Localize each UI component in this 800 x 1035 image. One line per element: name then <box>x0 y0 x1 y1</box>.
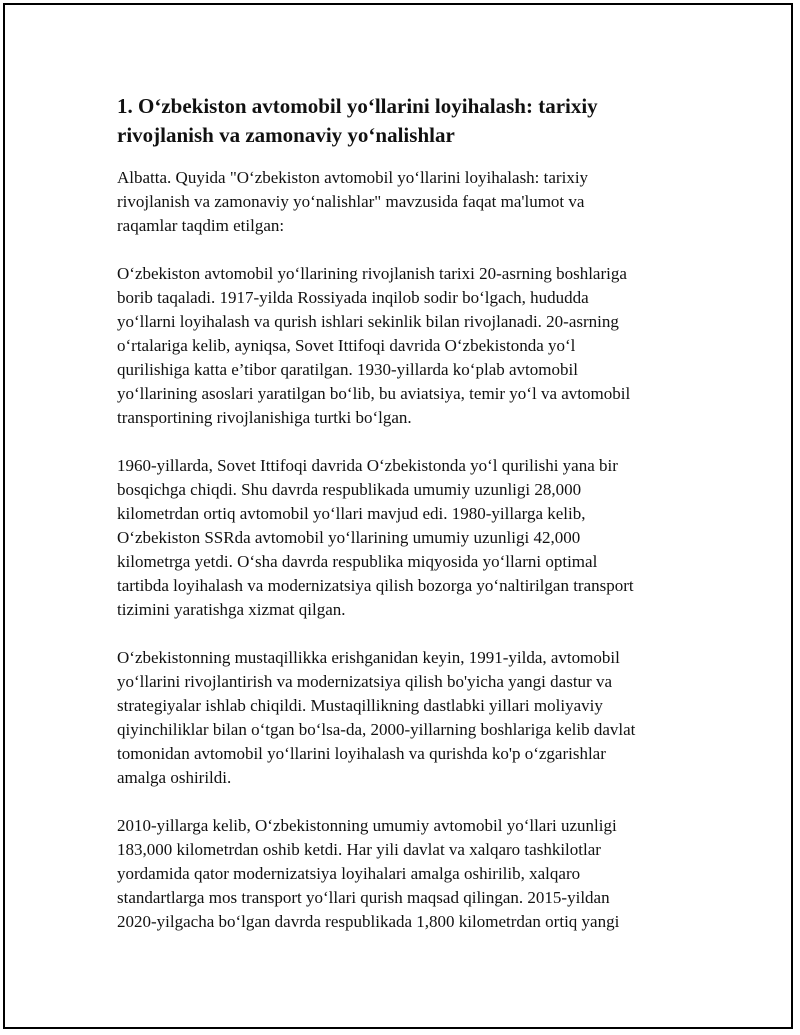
document-body <box>117 92 687 958</box>
paragraph-soviet-era: 1960-yillarda, Sovet Ittifoqi davrida O‘zbekistonda yo‘l qurilishi yana bir bosqichga chiqdi. Shu davrda respublikada umumiy uzunligi 28,000 kilometrdan ortiq avtomobil yo‘llari mavjud edi. 1980-yillarga kelib, O‘zbekiston SSRda avtomobil yo‘llarining umumiy uzunligi 42,000 kilometrga yetdi. O‘sha davrda respublika miqyosida yo‘llarni optimal tartibda loyihalash va modernizatsiya qilish bozorga yo‘naltirilgan transport tizimini yaratishga xizmat qilgan. <box>117 456 634 619</box>
paragraph-modern: 2010-yillarga kelib, O‘zbekistonning umumiy avtomobil yo‘llari uzunligi 183,000 kilometrdan oshib ketdi. Har yili davlat va xalqaro tashkilotlar yordamida qator modernizatsiya loyihalari amalga oshirilib, xalqaro standartlarga mos transport yo‘llari qurish maqsad qilingan. 2015-yildan 2020-yilgacha bo‘lgan davrda respublikada 1,800 kilometrdan ortiq yangi <box>117 816 620 931</box>
document-title: 1. O‘zbekiston avtomobil yo‘llarini loyihalash: tarixiy rivojlanish va zamonaviy yo‘nalishlar <box>117 94 598 147</box>
paragraph-independence: O‘zbekistonning mustaqillikka erishganidan keyin, 1991-yilda, avtomobil yo‘llarini rivojlantirish va modernizatsiya qilish bo'yicha yangi dastur va strategiyalar ishlab chiqildi. Mustaqillikning dastlabki yillari moliyaviy qiyinchiliklar bilan o‘tgan bo‘lsa-da, 2000-yillarning boshlariga kelib davlat tomonidan avtomobil yo‘llarini loyihalash va qurishda ko'p o‘zgarishlar amalga oshirildi. <box>117 648 636 787</box>
paragraph-history: O‘zbekiston avtomobil yo‘llarining rivojlanish tarixi 20-asrning boshlariga borib taqaladi. 1917-yilda Rossiyada inqilob sodir bo‘lgach, hududda yo‘llarni loyihalash va qurish ishlari sekinlik bilan rivojlanadi. 20-asrning o‘rtalariga kelib, ayniqsa, Sovet Ittifoqi davrida O‘zbekistonda yo‘l qurilishiga katta e’tibor qaratilgan. 1930-yillarda ko‘plab avtomobil yo‘llarining asoslari yaratilgan bo‘lib, bu aviatsiya, temir yo‘l va avtomobil transportining rivojlanishiga turtki bo‘lgan. <box>117 264 631 427</box>
paragraph-intro: Albatta. Quyida "O‘zbekiston avtomobil yo‘llarini loyihalash: tarixiy rivojlanish va zamonaviy yo‘nalishlar" mavzusida faqat ma'lumot va raqamlar taqdim etilgan: <box>117 168 589 235</box>
